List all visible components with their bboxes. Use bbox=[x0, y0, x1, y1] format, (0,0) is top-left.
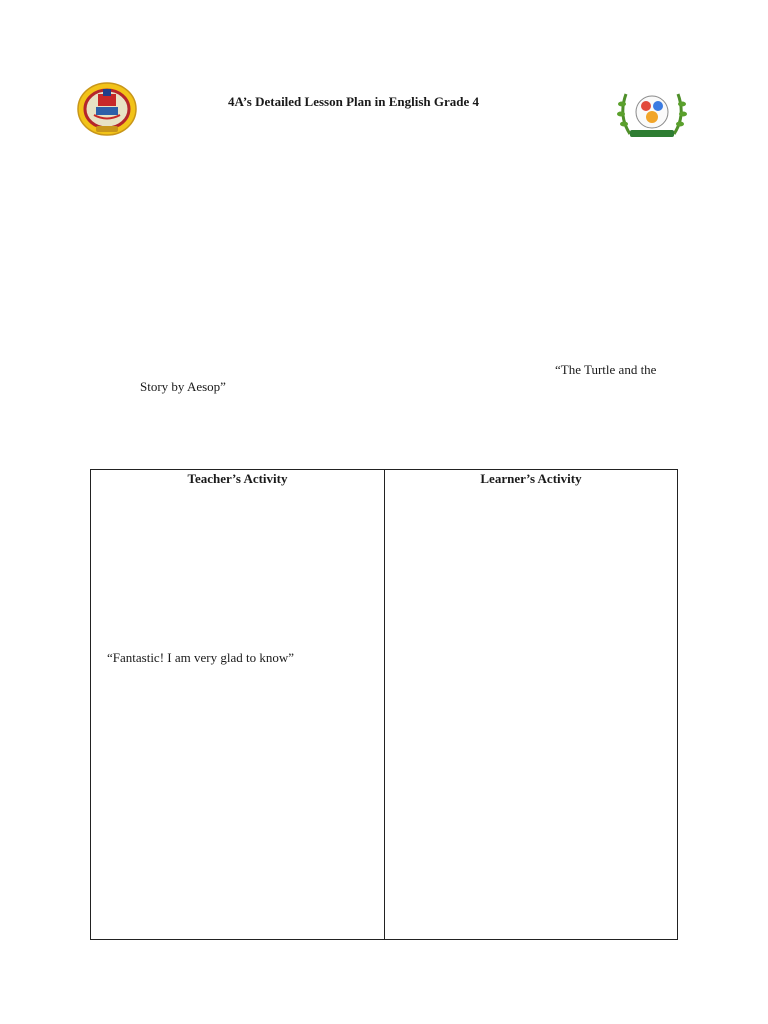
college-seal-icon bbox=[76, 82, 138, 138]
page-title: 4A’s Detailed Lesson Plan in English Grade 4 bbox=[228, 94, 479, 109]
activity-table bbox=[90, 469, 678, 940]
story-author-line: Story by Aesop” bbox=[140, 379, 226, 394]
teacher-activity-text: “Fantastic! I am very glad to know” bbox=[107, 650, 294, 665]
laurel-wreath-seal-icon bbox=[616, 88, 688, 140]
learner-activity-column bbox=[385, 470, 677, 939]
story-title-line: “The Turtle and the bbox=[555, 362, 657, 377]
teacher-activity-column bbox=[91, 470, 385, 939]
learner-activity-header: Learner’s Activity bbox=[480, 471, 582, 486]
teacher-activity-header: Teacher’s Activity bbox=[187, 471, 288, 486]
